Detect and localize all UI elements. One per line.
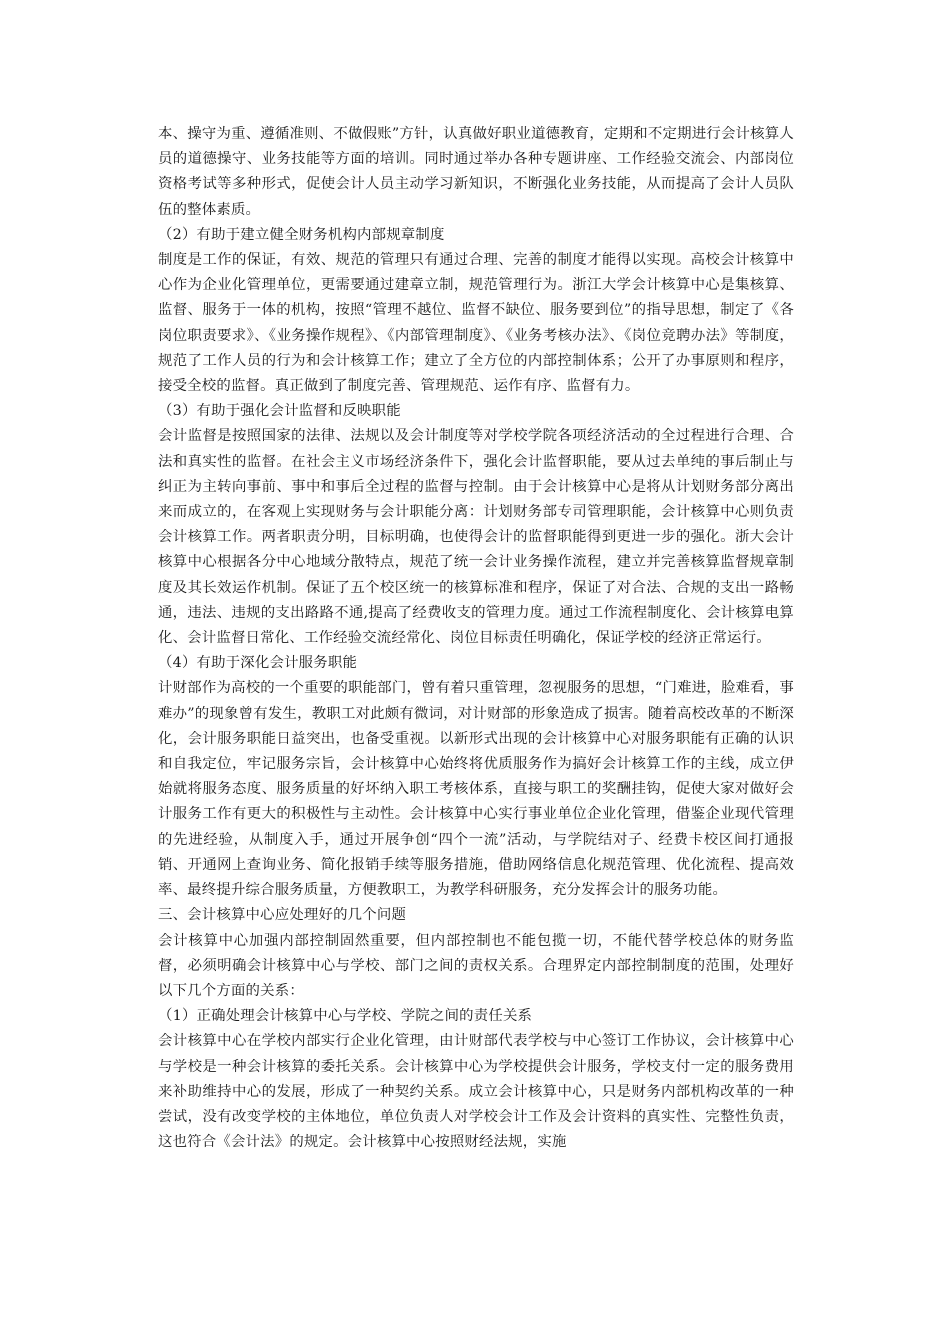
- document-body: [158, 122, 794, 1155]
- paragraph-text: 会计核算中心加强内部控制固然重要，但内部控制也不能包揽一切，不能代替学校总体的财务监督，必须明确会计核算中心与学校、部门之间的责权关系。合理界定内部控制制度的范围，处理好以下几个方面的关系：: [158, 932, 794, 999]
- section-heading: （2）有助于建立健全财务机构内部规章制度: [158, 226, 445, 243]
- paragraph-text: 本、操守为重、遵循准则、不做假账”方针，认真做好职业道德教育，定期和不定期进行会计核算人员的道德操守、业务技能等方面的培训。同时通过举办各种专题讲座、工作经验交流会、内部岗位资格考试等多种形式，促使会计人员主动学习新知识，不断强化业务技能，从而提高了会计人员队伍的整体素质。: [158, 126, 794, 218]
- section-heading: 三、会计核算中心应处理好的几个问题: [158, 907, 407, 924]
- paragraph-text: 会计核算中心在学校内部实行企业化管理，由计财部代表学校与中心签订工作协议，会计核算中心与学校是一种会计核算的委托关系。会计核算中心为学校提供会计服务，学校支付一定的服务费用来补助维持中心的发展，形成了一种契约关系。成立会计核算中心，只是财务内部机构改革的一种尝试，没有改变学校的主体地位，单位负责人对学校会计工作及会计资料的真实性、完整性负责，这也符合《会计法》的规定。会计核算中心按照财经法规，实施: [158, 1033, 794, 1151]
- paragraph-text: 制度是工作的保证，有效、规范的管理只有通过合理、完善的制度才能得以实现。高校会计核算中心作为企业化管理单位，更需要通过建章立制，规范管理行为。浙江大学会计核算中心是集核算、监督、服务于一体的机构，按照“管理不越位、监督不缺位、服务要到位”的指导思想，制定了《各岗位职责要求》、《业务操作规程》、《内部管理制度》、《业务考核办法》、《岗位竞聘办法》等制度，规范了工作人员的行为和会计核算工作；建立了全方位的内部控制体系；公开了办事原则和程序，接受全校的监督。真正做到了制度完善、管理规范、运作有序、监督有力。: [158, 252, 794, 395]
- paragraph-text: 计财部作为高校的一个重要的职能部门，曾有着只重管理，忽视服务的思想，“门难进，脸难看，事难办”的现象曾有发生，教职工对此颇有微词，对计财部的形象造成了损害。随着高校改革的不断深化，会计服务职能日益突出，也备受重视。以新形式出现的会计核算中心对服务职能有正确的认识和自我定位，牢记服务宗旨，会计核算中心始终将优质服务作为搞好会计核算工作的主线，成立伊始就将服务态度、服务质量的好坏纳入职工考核体系，直接与职工的奖酬挂钩，促使大家对做好会计服务工作有更大的积极性与主动性。会计核算中心实行事业单位企业化管理，借鉴企业现代管理的先进经验，从制度入手，通过开展争创“四个一流”活动，与学院结对子、经费卡校区间打通报销、开通网上查询业务、简化报销手续等服务措施，借助网络信息化规范管理、优化流程、提高效率、最终提升综合服务质量，方便教职工，为教学科研服务，充分发挥会计的服务功能。: [158, 680, 794, 899]
- section-heading: （1）正确处理会计核算中心与学校、学院之间的责任关系: [158, 1008, 533, 1025]
- section-heading: （4）有助于深化会计服务职能: [158, 655, 358, 672]
- section-heading: （3）有助于强化会计监督和反映职能: [158, 403, 401, 420]
- paragraph-text: 会计监督是按照国家的法律、法规以及会计制度等对学校学院各项经济活动的全过程进行合理、合法和真实性的监督。在社会主义市场经济条件下，强化会计监督职能，要从过去单纯的事后制止与纠正为主转向事前、事中和事后全过程的监督与控制。由于会计核算中心是将从计划财务部分离出来而成立的，在客观上实现财务与会计职能分离：计划财务部专司管理职能，会计核算中心则负责会计核算工作。两者职责分明，目标明确，也使得会计的监督职能得到更进一步的强化。浙大会计核算中心根据各分中心地域分散特点，规范了统一会计业务操作流程，建立并完善核算监督规章制度及其长效运作机制。保证了五个校区统一的核算标准和程序，保证了对合法、合规的支出一路畅通，违法、违规的支出路路不通,提高了经费收支的管理力度。通过工作流程制度化、会计核算电算化、会计监督日常化、工作经验交流经常化、岗位目标责任明确化，保证学校的经济正常运行。: [158, 428, 794, 647]
